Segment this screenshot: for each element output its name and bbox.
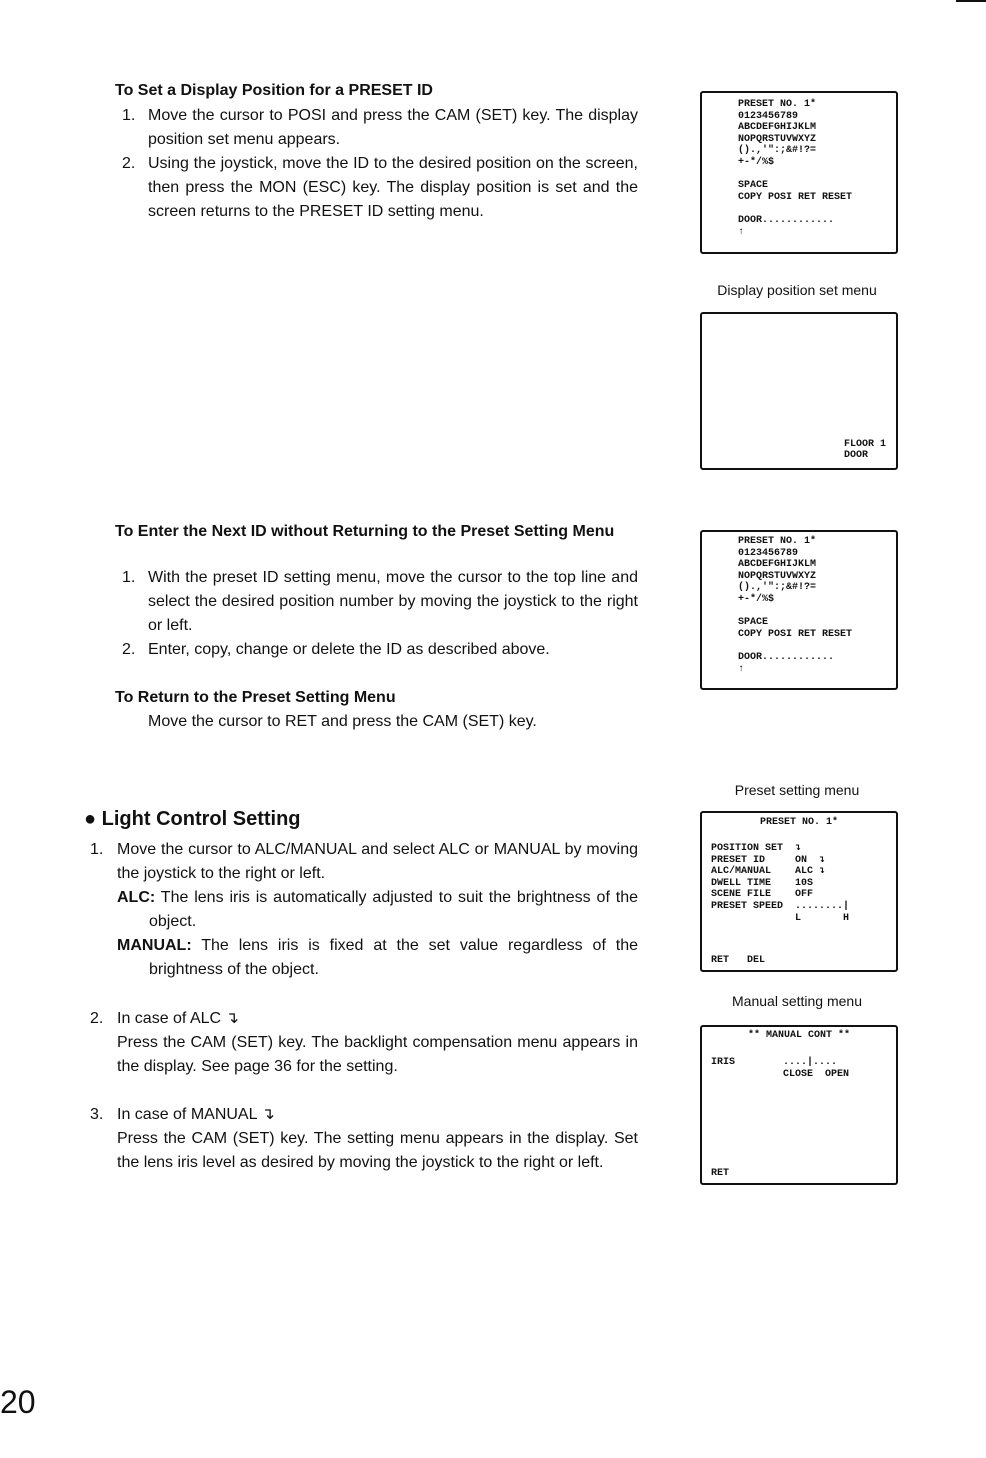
caption: Display position set menu bbox=[717, 282, 877, 298]
light-control-heading bbox=[84, 808, 301, 831]
screen-footer: RET bbox=[711, 1168, 730, 1180]
item-number: 1. bbox=[122, 569, 136, 586]
section-heading-next-id: To Enter the Next ID without Returning to the Preset Setting Menu bbox=[115, 523, 615, 540]
alc-label: ALC: bbox=[117, 889, 156, 906]
screen-text: FLOOR 1 DOOR bbox=[843, 438, 886, 462]
caption: Manual setting menu bbox=[732, 993, 862, 1009]
item-text: Press the CAM (SET) key. The backlight compensation menu appears in the display. See page 36 for the setting. bbox=[117, 1034, 638, 1075]
page-number: 20 bbox=[0, 1384, 36, 1420]
screen-text: POSITION SET ↴ PRESET ID ON ↴ ALC/MANUAL ALC ↴ DWELL TIME 10S SCENE FILE OFF PRESET SPEED ........| L H bbox=[711, 843, 850, 924]
item-number: 2. bbox=[122, 641, 136, 658]
screen-footer: RET DEL bbox=[711, 955, 766, 967]
preset-setting-screen bbox=[700, 811, 898, 972]
manual-label: MANUAL: bbox=[117, 937, 192, 954]
item-text: Enter, copy, change or delete the ID as described above. bbox=[148, 641, 550, 658]
section-heading-return: To Return to the Preset Setting Menu bbox=[115, 689, 396, 706]
list-item bbox=[122, 152, 638, 224]
item-heading: In case of MANUAL ↴ bbox=[117, 1106, 275, 1123]
screen-text: PRESET NO. 1* 0123456789 ABCDEFGHIJKLM NOPQRSTUVWXYZ ().,'":;&#!?= +-*/%$ SPACE COPY POSI RET RESET DOOR............ ↑ bbox=[738, 99, 853, 238]
screen-text: IRIS ....|.... CLOSE OPEN bbox=[711, 1057, 850, 1080]
item-text: Move the cursor to POSI and press the CAM (SET) key. The display position set menu appears. bbox=[148, 107, 638, 148]
list-item bbox=[122, 566, 638, 638]
return-text: Move the cursor to RET and press the CAM (SET) key. bbox=[148, 713, 537, 730]
item-number: 2. bbox=[90, 1010, 104, 1027]
id-setting-screen-2 bbox=[700, 530, 898, 690]
position-screen bbox=[700, 312, 898, 470]
alc-description bbox=[117, 886, 638, 934]
item-text: Move the cursor to ALC/MANUAL and select ALC or MANUAL by moving the joystick to the right or left. bbox=[117, 841, 638, 882]
item-number: 2. bbox=[122, 155, 136, 172]
item-number: 1. bbox=[122, 107, 136, 124]
bullet-icon: ● bbox=[84, 808, 97, 830]
corner-rule bbox=[956, 0, 986, 2]
list-item bbox=[122, 638, 638, 662]
item-heading: In case of ALC ↴ bbox=[117, 1010, 239, 1027]
item-number: 1. bbox=[90, 841, 104, 858]
id-setting-screen bbox=[700, 91, 898, 254]
alc-text: The lens iris is automatically adjusted to suit the brightness of the object. bbox=[149, 889, 638, 930]
caption: Preset setting menu bbox=[734, 782, 860, 798]
item-text: Using the joystick, move the ID to the desired position on the screen, then press the MON (ESC) key. The display position is set and the screen returns to the PRESET ID setting menu. bbox=[148, 155, 638, 220]
item-text: Press the CAM (SET) key. The setting menu appears in the display. Set the lens iris level as desired by moving the joystick to the right or left. bbox=[117, 1130, 638, 1171]
item-text: With the preset ID setting menu, move the cursor to the top line and select the desired position number by moving the joystick to the right or left. bbox=[148, 569, 638, 634]
item-number: 3. bbox=[90, 1106, 104, 1123]
screen-title: PRESET NO. 1* bbox=[759, 817, 838, 828]
manual-setting-screen bbox=[700, 1025, 898, 1185]
section-heading-display-position: To Set a Display Position for a PRESET ID bbox=[115, 82, 433, 99]
manual-description bbox=[117, 934, 638, 982]
heading-text: Light Control Setting bbox=[101, 808, 301, 830]
manual-text: The lens iris is fixed at the set value regardless of the brightness of the object. bbox=[149, 937, 639, 978]
screen-title: ** MANUAL CONT ** bbox=[747, 1030, 851, 1041]
list-item bbox=[122, 104, 638, 152]
screen-text: PRESET NO. 1* 0123456789 ABCDEFGHIJKLM NOPQRSTUVWXYZ ().,'":;&#!?= +-*/%$ SPACE COPY POSI RET RESET DOOR............ ↑ bbox=[738, 536, 853, 675]
